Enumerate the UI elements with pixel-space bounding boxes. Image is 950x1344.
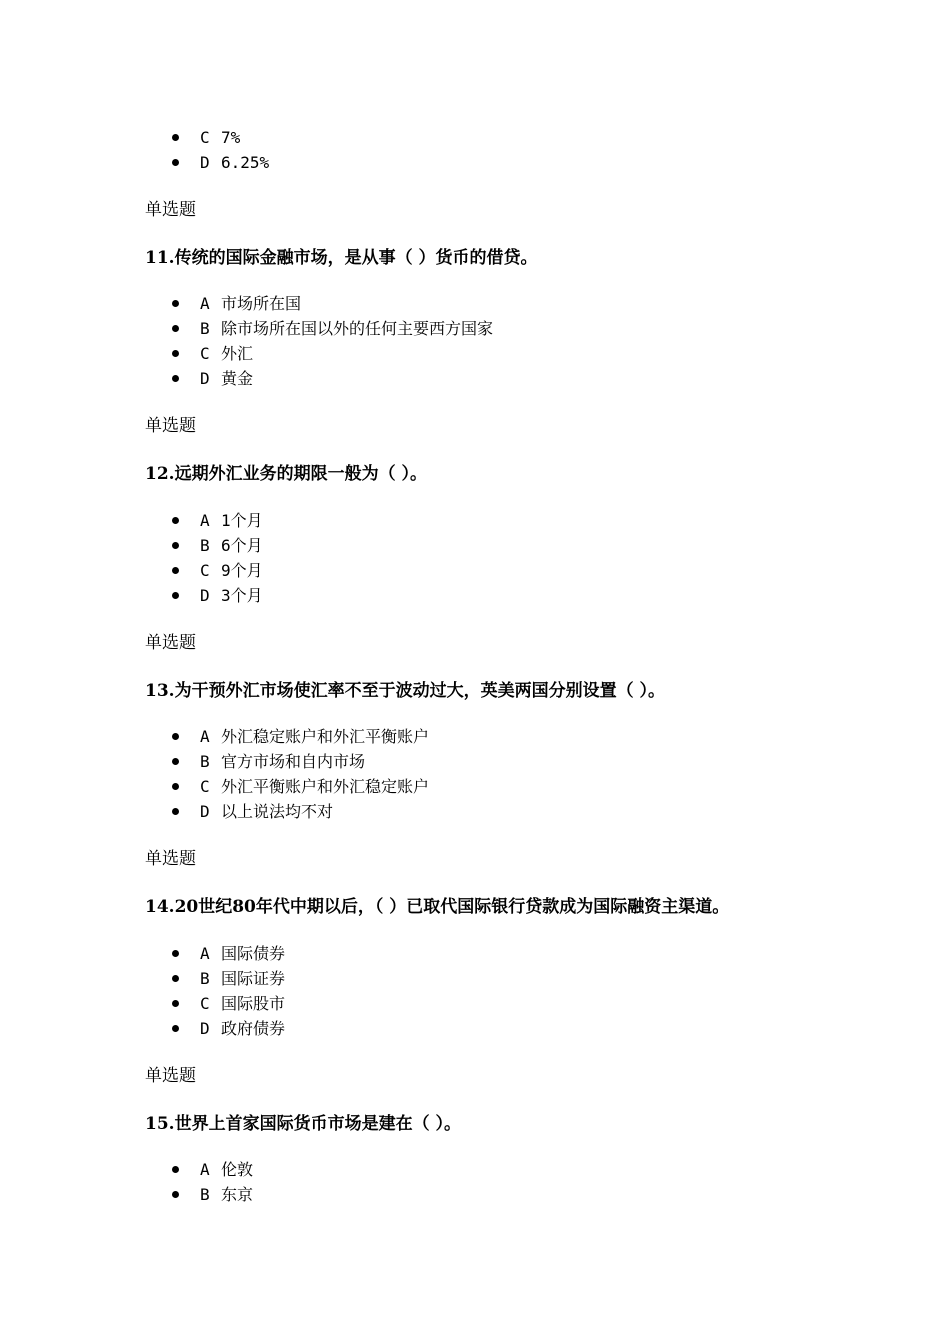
bullet-icon xyxy=(172,1166,179,1173)
bullet-icon xyxy=(172,134,179,141)
bullet-icon xyxy=(172,1000,179,1007)
bullet-icon xyxy=(172,567,179,574)
bullet-icon xyxy=(172,1191,179,1198)
question-stem-15: 15.世界上首家国际货币市场是建在（ ）。 xyxy=(145,1114,461,1134)
question-type-12: 单选题 xyxy=(145,416,196,436)
bullet-icon xyxy=(172,975,179,982)
question-stem-12: 12.远期外汇业务的期限一般为（ ）。 xyxy=(145,464,427,484)
bullet-icon xyxy=(172,542,179,549)
bullet-icon xyxy=(172,950,179,957)
bullet-icon xyxy=(172,325,179,332)
bullet-icon xyxy=(172,733,179,740)
bullet-icon xyxy=(172,159,179,166)
bullet-icon xyxy=(172,517,179,524)
bullet-icon xyxy=(172,783,179,790)
bullet-icon xyxy=(172,1025,179,1032)
question-stem-11: 11.传统的国际金融市场，是从事（ ）货币的借贷。 xyxy=(145,248,538,268)
question-type-15: 单选题 xyxy=(145,1066,196,1086)
bullet-icon xyxy=(172,375,179,382)
question-stem-13: 13.为干预外汇市场使汇率不至于波动过大，英美两国分别设置（ ）。 xyxy=(145,681,665,701)
question-type-14: 单选题 xyxy=(145,849,196,869)
bullet-icon xyxy=(172,592,179,599)
document-page: C 7% D 6.25% 单选题 11.传统的国际金融市场，是从事（ ）货币的借贷。 A 市场所在国 B 除市场所在国以外的任何主要西方国家 C 外汇 D 黄金 单选题 12.远期外汇业务的期限一般为（ ）。 A 1个月 B 6个月 C 9个月 D 3个月 单选题 13.为干预外汇市场使汇率不至于波动过大，英美两国分别设置（ ）。 A 外汇稳定账户和外汇平衡账户 B 官方市场和自内市场 C 外汇平衡账户和外汇稳定账户 D 以上说法均不对 单选题 14.20世纪80年代中期以后，（ ）已取代国际银行贷款成为国际融资主渠道。 A 国际债券 B 国际证券 C 国际股市 D 政府债券 单选题 15.世界上首家国际货币市场是建在（ ）。 A 伦敦 B 东京 xyxy=(145,128,730,1204)
bullet-icon xyxy=(172,350,179,357)
bullet-icon xyxy=(172,808,179,815)
question-stem-14: 14.20世纪80年代中期以后，（ ）已取代国际银行贷款成为国际融资主渠道。 xyxy=(145,897,730,917)
question-type-13: 单选题 xyxy=(145,633,196,653)
bullet-icon xyxy=(172,758,179,765)
question-type-11: 单选题 xyxy=(145,200,196,220)
bullet-icon xyxy=(172,300,179,307)
